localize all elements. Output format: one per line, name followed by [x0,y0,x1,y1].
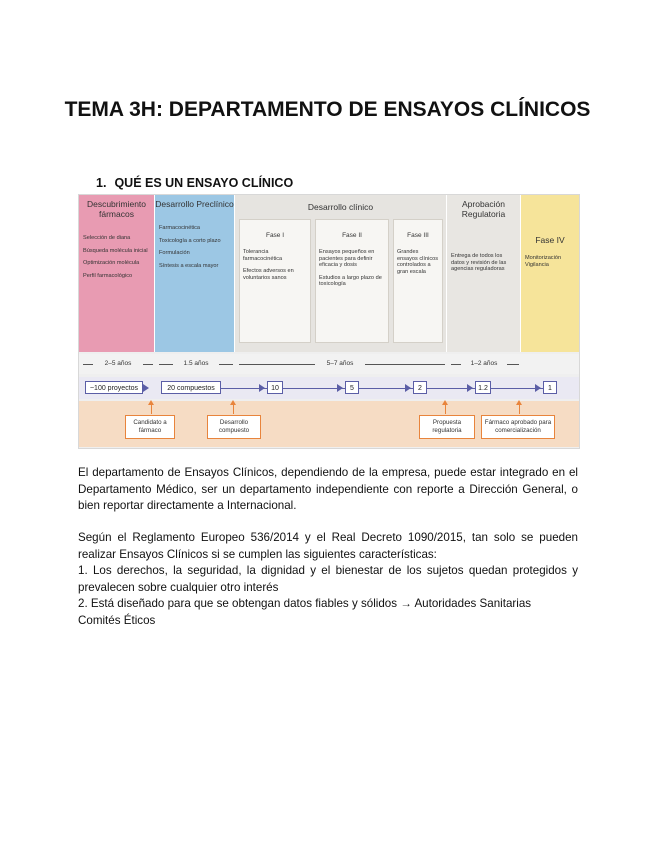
milestone-arrow-icon [151,403,152,414]
column-head: Fase IV [535,235,565,245]
section-heading [96,176,293,190]
milestone-box: Candidato a fármaco [125,415,175,439]
milestone-box: Propuesta regulatoria [419,415,475,439]
phase-head: Fase I [265,232,285,239]
paragraph-department [78,465,578,515]
column-clinical [235,195,447,352]
column-regulatory [447,195,521,352]
phase-body [240,249,310,281]
column-preclinical [155,195,235,352]
requirement-item-1: 1. Los derechos, la seguridad, la dignidad y el bienestar de los sujetos quedan protegidos y prevalecen sobre cualquier otro interés [78,564,578,594]
phase-item: Grandes ensayos clínicos controlados a gran escala [397,249,439,275]
flow-arrow-icon [259,384,265,392]
column-head: Desarrollo Preclínico [155,199,234,209]
phase-body [316,249,388,288]
time-clinical: 5–7 años [315,358,365,370]
column-discovery [79,195,155,352]
paragraph-regulation [78,530,578,629]
column-item: Perfil farmacológico [83,272,133,279]
phase-head: Fase II [342,232,362,239]
flow-box: 20 compuestos [161,381,221,394]
phase-head: Fase III [407,232,429,239]
phase-body [394,249,442,275]
flow-arrow-icon [405,384,411,392]
phase-item: Estudios a largo plazo de toxicología [319,274,382,288]
time-row [79,354,579,374]
regulation-intro: Según el Reglamento Europeo 536/2014 y el Real Decreto 1090/2015, tan solo se pueden realizar Ensayos Clínicos si se cumplen las siguientes características: [78,531,578,561]
column-body [79,219,154,279]
column-item: Síntesis a escala mayor [159,262,219,269]
flow-box: ~100 proyectos [85,381,143,394]
flow-box: 2 [413,381,427,394]
phase-item: Efectos adversos en voluntarios sanos [243,268,294,281]
milestones-row [79,401,579,447]
column-phase-4 [521,195,579,352]
page-title: TEMA 3H: DEPARTAMENTO DE ENSAYOS CLÍNICOS [64,98,591,121]
flow-arrow-icon [337,384,343,392]
column-head: Descubrimiento fármacos [86,199,147,219]
column-item: Selección de diana [83,235,131,241]
milestone-box: Fármaco aprobado para comercialización [481,415,555,439]
phase-item: Ensayos pequeños en pacientes para definir eficacia y dosis [319,249,375,269]
column-item: Formulación [159,250,190,257]
flow-arrow-icon [535,384,541,392]
phase-3-box [393,219,443,343]
flow-box: 10 [267,381,283,394]
column-body [447,219,520,273]
column-item: Toxicología a corto plazo [159,237,221,244]
paragraph-text: El departamento de Ensayos Clínicos, dependiendo de la empresa, puede estar integrado en el Departamento Médico, ser un departamento independiente con reporte a Dirección General, o bien reportar directamente a Internacional. [78,466,578,512]
column-body [155,209,234,269]
column-item: Optimización molécula [83,260,140,267]
column-item: Farmacocinética [159,225,201,231]
time-preclinical: 1.5 años [173,358,219,370]
milestone-box: Desarrollo compuesto [207,415,261,439]
requirement-item-2: 2. Está diseñado para que se obtengan datos fiables y sólidos → Autoridades Sanitarias [78,597,532,610]
column-item: Búsqueda molécula inicial [83,247,148,254]
flow-box: 1.2 [475,381,491,394]
section-title: QUÉ ES UN ENSAYO CLÍNICO [114,176,294,190]
phase-2-box [315,219,389,343]
flow-box: 5 [345,381,359,394]
column-item: Monitorización Vigilancia [525,255,562,268]
attrition-flow [79,377,579,399]
milestone-arrow-icon [445,403,446,414]
drug-development-diagram [78,194,580,449]
column-item: Entrega de todos los datos y revisión de las agencias reguladoras [451,253,507,273]
flow-arrow-icon [467,384,473,392]
section-number: 1. [96,176,107,190]
flow-arrow-icon [143,384,149,392]
column-head: Aprobación Regulatoria [461,199,506,219]
phase-1-box [239,219,311,343]
time-regulatory: 1–2 años [461,358,507,370]
phase-item: Tolerancia farmacocinética [243,249,283,262]
flow-box: 1 [543,381,557,394]
requirement-item-2-cont: Comités Éticos [78,613,156,627]
milestone-arrow-icon [519,403,520,414]
milestone-arrow-icon [233,403,234,414]
time-discovery: 2–5 años [93,358,143,370]
column-body [521,245,579,268]
column-head: Desarrollo clínico [307,202,374,212]
